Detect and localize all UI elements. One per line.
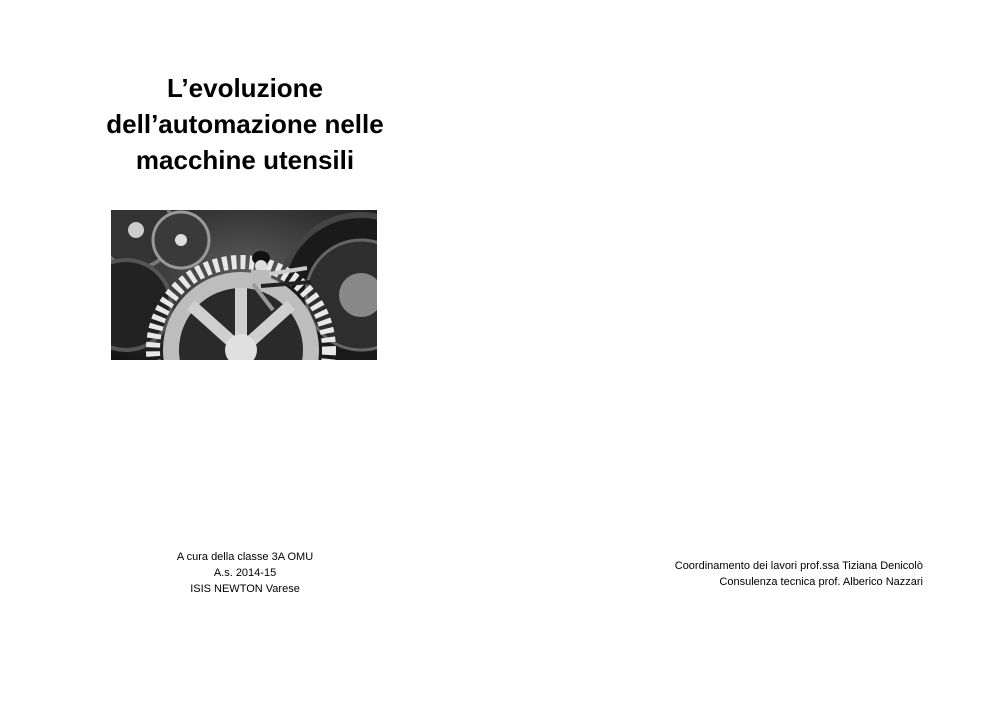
class-credits xyxy=(120,549,370,597)
title-line-2: dell’automazione nelle xyxy=(106,109,384,139)
title-line-3: macchine utensili xyxy=(135,145,355,175)
credit-coordination: Coordinamento dei lavori prof.ssa Tiziana Denicolò xyxy=(674,560,923,572)
credit-technical: Consulenza tecnica prof. Alberico Nazzari xyxy=(719,576,923,588)
credit-class: A cura della classe 3A OMU xyxy=(176,551,314,563)
page-title xyxy=(60,70,430,178)
staff-credits xyxy=(600,558,923,590)
gears-photo-icon xyxy=(111,210,377,360)
credit-school: ISIS NEWTON Varese xyxy=(190,583,300,595)
credit-school-year: A.s. 2014-15 xyxy=(213,567,277,579)
title-line-1: L’evoluzione xyxy=(166,73,324,103)
gears-photo xyxy=(111,210,377,360)
